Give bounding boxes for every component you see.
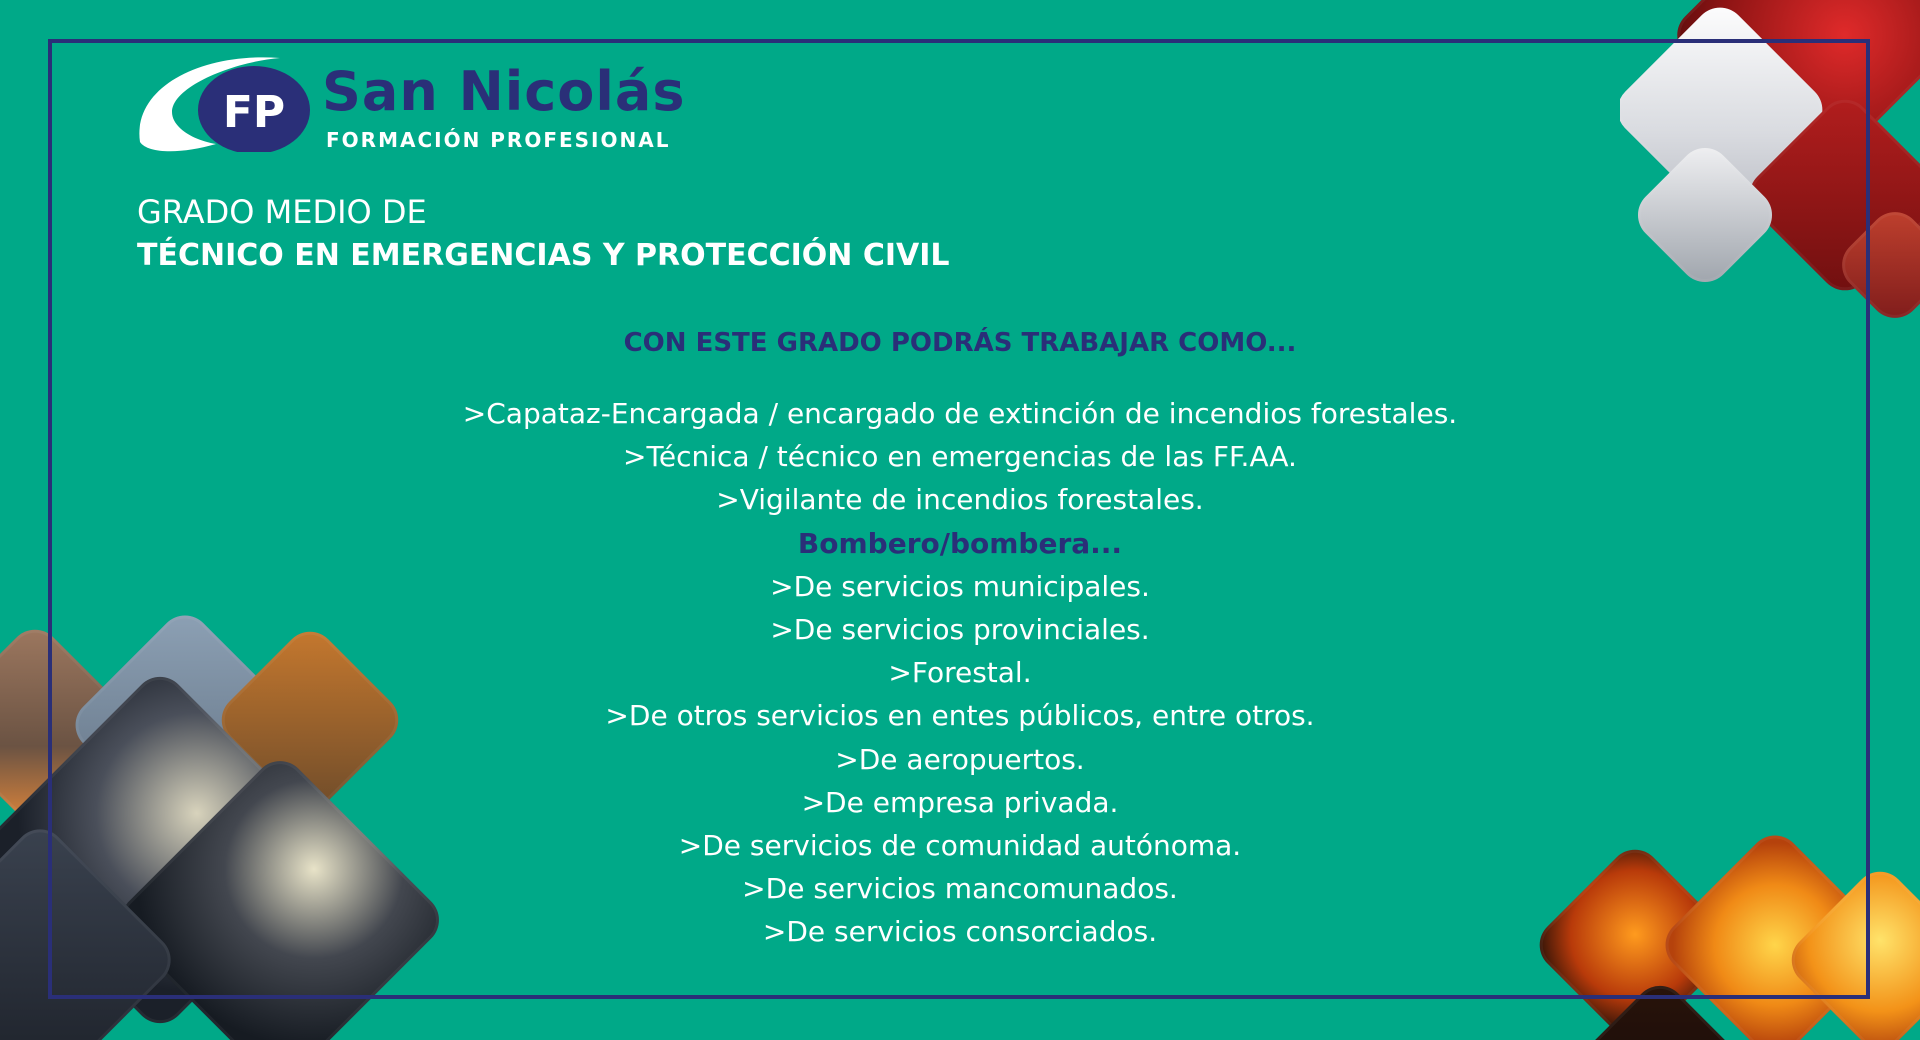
list-subheading: Bombero/bombera... [797, 526, 1123, 560]
career-list [360, 318, 1560, 954]
intro-heading: CON ESTE GRADO PODRÁS TRABAJAR COMO... [623, 328, 1297, 358]
list-item: >De servicios municipales. [770, 569, 1150, 603]
list-item: >Capataz-Encargada / encargado de extinción de incendios forestales. [462, 397, 1458, 430]
logo-swoosh-icon [132, 52, 332, 152]
list-item: >De aeropuertos. [835, 742, 1085, 776]
title-line-2: TÉCNICO EN EMERGENCIAS Y PROTECCIÓN CIVIL [137, 238, 950, 273]
list-item: >Forestal. [888, 656, 1032, 690]
school-logo [132, 52, 686, 162]
brand-name: San Nicolás [322, 60, 686, 123]
list-item: >Técnica / técnico en emergencias de las FF.AA. [623, 440, 1297, 474]
list-item: >De otros servicios en entes públicos, entre otros. [605, 699, 1315, 733]
brand-subtitle: FORMACIÓN PROFESIONAL [326, 128, 671, 152]
list-item: >De servicios consorciados. [762, 915, 1158, 949]
list-item: >De servicios provinciales. [770, 613, 1150, 647]
title-line-1: GRADO MEDIO DE [137, 193, 427, 231]
list-item: >De servicios mancomunados. [742, 872, 1178, 906]
list-item: >De servicios de comunidad autónoma. [678, 829, 1242, 863]
list-item: >Vigilante de incendios forestales. [716, 483, 1204, 517]
page-title [137, 190, 950, 278]
logo-mark: FP [222, 87, 286, 138]
list-item: >De empresa privada. [801, 785, 1119, 819]
